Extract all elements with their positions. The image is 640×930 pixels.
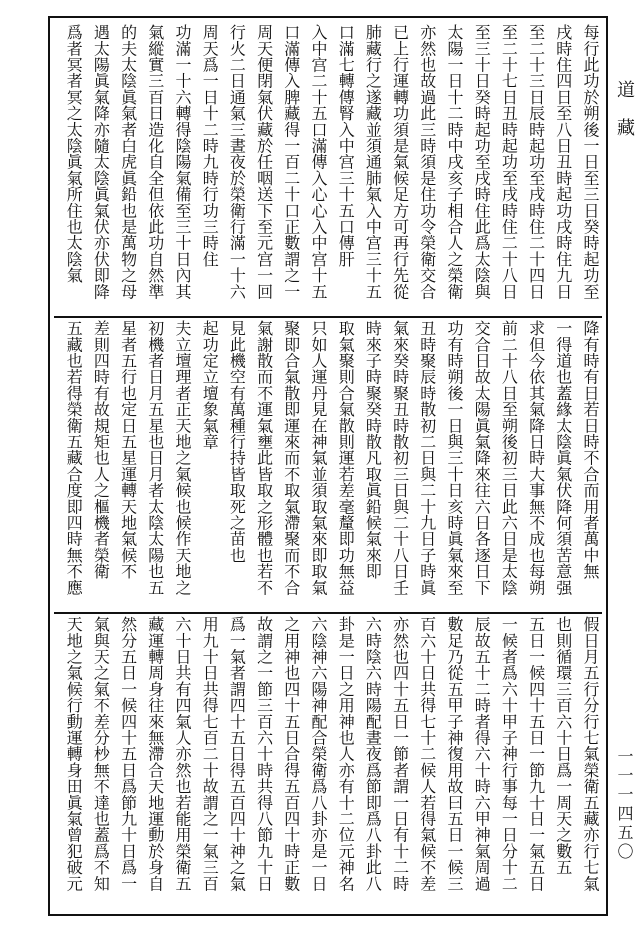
text-column: 前二十八日至朔後初三日此六日是太陰 [499,320,519,596]
text-column: 每行此功於朔後一日至三日癸時起功至 [580,24,600,300]
text-column: 功滿一十六轉得陰陽氣備至三十日內其 [172,24,192,300]
text-column: 六十日共有四氣人亦然也若能用榮衛五 [172,616,192,892]
text-column: 的夫太陰眞氣者白虎眞鉛也是萬物之母 [118,24,138,300]
text-column: 功有時朔後一日與三十日亥時眞氣來至 [444,320,464,596]
text-column: 氣謝散而不運氣壅此皆取之形體也若不 [254,320,274,596]
page-frame [8,8,614,924]
text-column: 遇太陽眞氣降亦隨太陰眞氣伏亦伏即降 [91,24,111,300]
text-column: 氣來癸時聚丑時散初三日與二十八日壬 [390,320,410,596]
text-column: 天地之氣候行動運轉身田眞氣曾犯破元 [64,616,84,892]
text-column: 也則循環三百六十日爲一周天之數五 [553,616,573,876]
text-column: 取氣聚則合氣散則運若差毫釐即功無益 [336,320,356,596]
text-column: 丑時聚辰時散初二日與二十九日子時眞 [417,320,437,596]
text-column: 辰故五十二時者得六十時六甲神氣周過 [472,616,492,892]
text-column: 降有時有日若日時不合而用者萬中無 [580,320,600,580]
text-column: 氣與天之氣不差分杪無不達也蓋爲不知 [91,616,111,892]
panel-top [54,22,602,318]
text-column: 聚即合氣散即運來而不取氣滯聚而不合 [281,320,301,596]
text-column: 星者五行也定日五星運轉天地氣候不 [118,320,138,580]
page-number: 一一一四五〇 [615,748,634,862]
text-column: 至二十七日丑時起功至戌時住二十八日 [499,24,519,300]
text-column: 差則四時有故規矩也人之樞機者榮衛 [91,320,111,580]
panel-bottom [54,614,602,908]
text-column: 爲一氣者謂四十五日得五百四十神之氣 [227,616,247,892]
margin-title: 道藏 [614,80,635,156]
text-column: 已上行運轉功須是氣候足方可再行先從 [390,24,410,300]
text-column: 卦是一日之用神也人亦有十二位元神名 [336,616,356,892]
text-column: 肺藏行之遂藏並須通肺氣入中宫三十五 [363,24,383,300]
text-column: 口滿傳入脾藏得一百二十口正數謂之一 [281,24,301,300]
text-column: 一得道也蓋緣太陰眞氣伏降何須苦意强 [553,320,573,596]
text-column: 周天爲一日十二時九時行功三時住 [200,24,220,267]
text-column: 五藏也若得榮衛五藏合度即四時無不應 [64,320,84,596]
text-column: 藏運轉周身往來無滯合天地運動於身自 [145,616,165,892]
text-column: 然分五日一候四十五日爲節九十日爲一 [118,616,138,892]
text-column: 口滿七轉傳腎入中宫三十五口傳肝 [336,24,356,267]
text-column: 至二十三日辰時起功至戌時住二十四日 [526,24,546,300]
text-column: 數足乃從五甲子神復用故曰五日一候三 [444,616,464,892]
text-column: 時來子時聚癸時散凡取眞鉛候氣來即 [363,320,383,580]
text-column: 只如人運丹見在神氣並須取氣來即取氣 [308,320,328,596]
text-column: 假日月五行分行七氣榮衛五藏亦行七氣 [580,616,600,892]
text-column: 起功定立壇象氣章 [200,320,220,450]
text-column: 戌時住四日至八日丑時起功戌時住九日 [553,24,573,300]
text-column: 初機者日月五星也日月者太陰太陽也五 [145,320,165,596]
text-column: 六時陰六時陽配晝夜爲節即爲八卦此八 [363,616,383,892]
text-column: 百六十日共得七十二候人若得氣候不差 [417,616,437,892]
text-column: 交合日故太陽眞氣降來往六日各逐日下 [472,320,492,596]
text-column: 夫立壇理者正天地之氣候也候作天地之 [172,320,192,596]
text-column: 太陽一日十二時中戌亥子相合人之榮衛 [444,24,464,300]
text-column: 一候者爲六十甲子神行事每一日分十二 [499,616,519,892]
text-column: 之用神也四十五日合得五百四十時正數 [281,616,301,892]
text-column: 求但今依其氣降日時大事無不成也每朔 [526,320,546,596]
text-column: 氣縱實三百日造化自全但依此功自然準 [145,24,165,300]
text-column: 五日一候四十五日一節九十日一氣五日 [526,616,546,892]
text-column: 行火二日通氣三晝夜於榮衛行滿一十六 [227,24,247,300]
text-column: 故謂之一節三百六十時共得八節九十日 [254,616,274,892]
panel-middle [54,318,602,614]
text-column: 入中宫二十五口滿傳入心心入中宫十五 [308,24,328,300]
text-column: 用九十日共得七百二十故謂之一氣三百 [200,616,220,892]
text-column: 亦然也故過此三時須是住功令榮衛交合 [417,24,437,300]
text-column: 周天便閉氣伏藏於任咽送下至元宫一回 [254,24,274,300]
text-column: 見此機空有萬種行持皆取死之苗也 [227,320,247,563]
text-column: 亦然也四十五日一節者謂一日有十二時 [390,616,410,892]
text-column: 六陰神六陽神配合榮衛爲八卦亦是一日 [308,616,328,892]
text-block [48,16,608,916]
text-column: 至三十日癸時起功至戌時住此爲太陰與 [472,24,492,300]
text-column: 爲者冥者冥之太陰眞氣所住也太陰氣 [64,24,84,284]
